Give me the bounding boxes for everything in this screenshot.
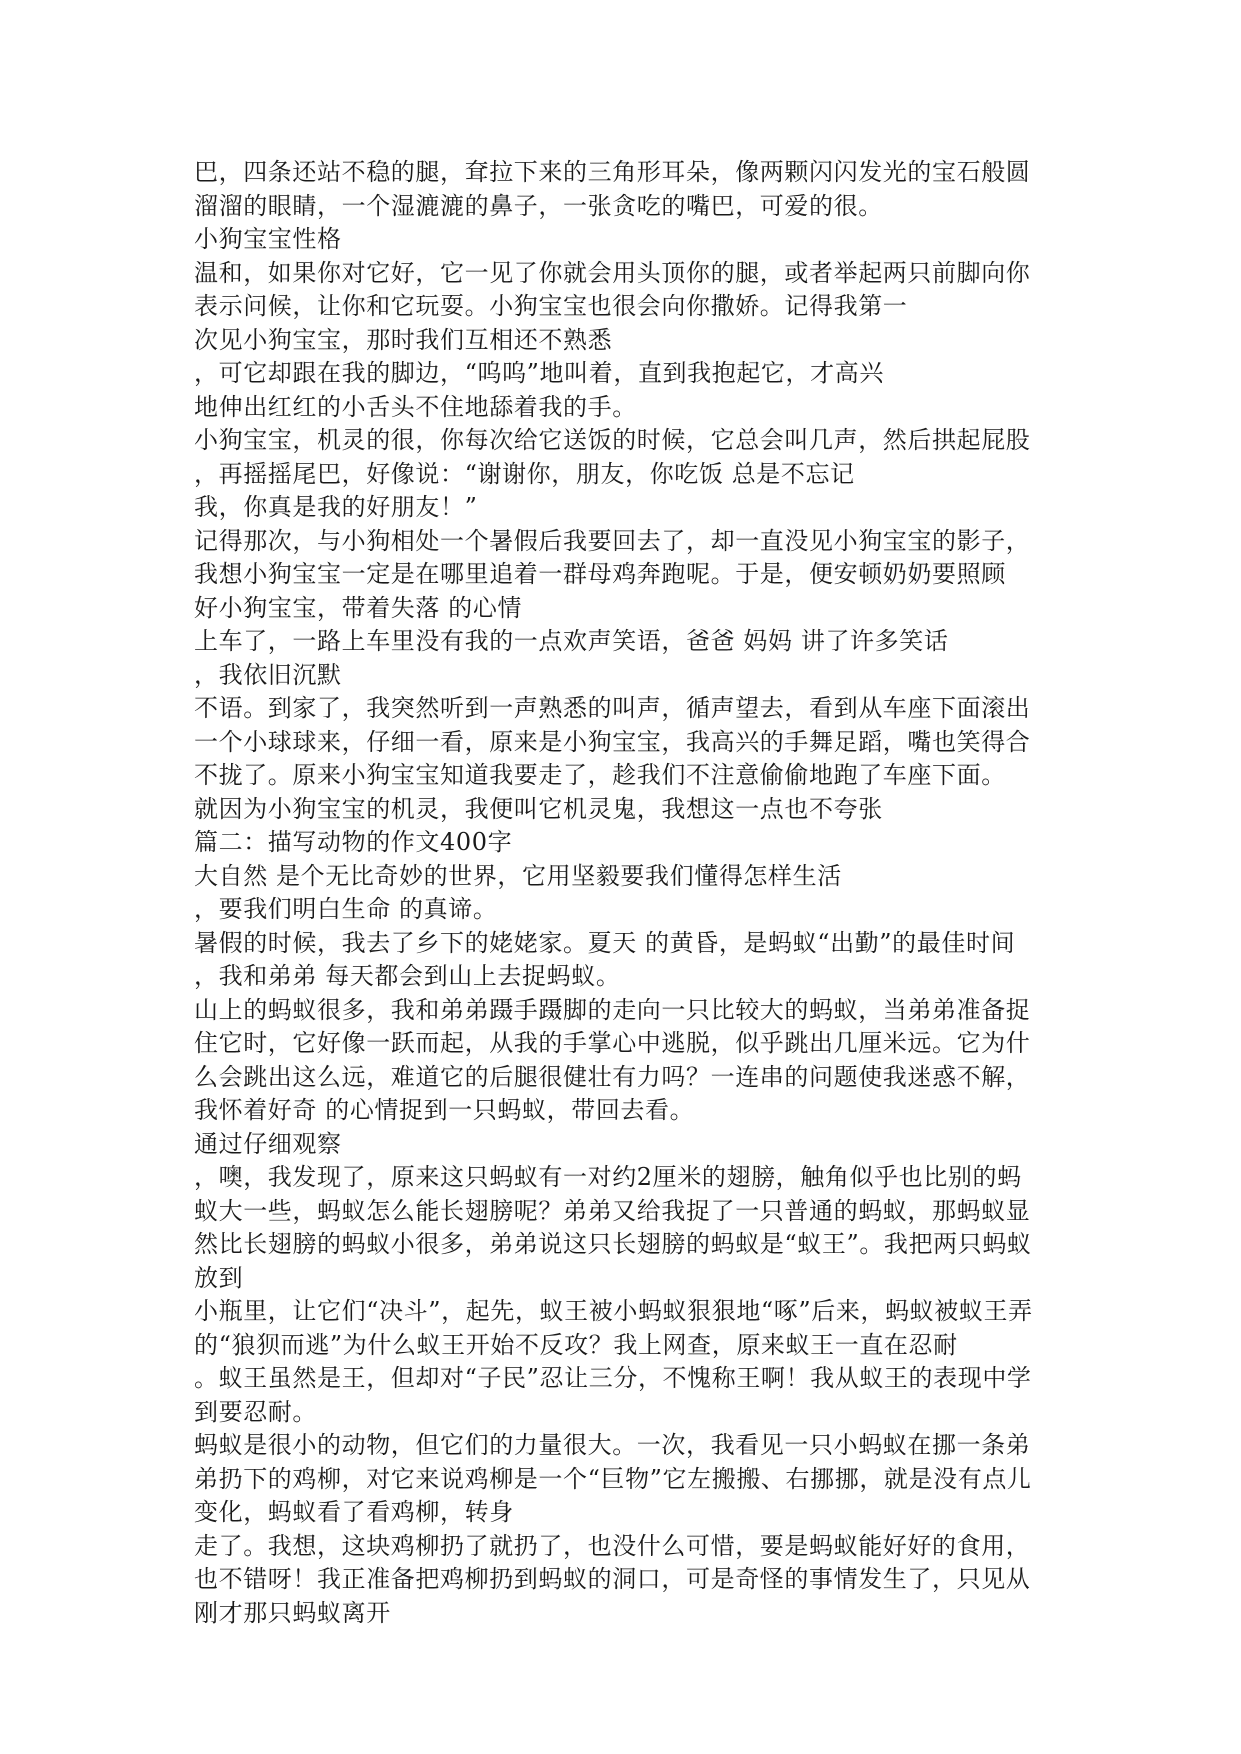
text-line: 刚才那只蚂蚁离开	[194, 1598, 391, 1627]
text-line: 好小狗宝宝，带着失落 的心情	[194, 593, 523, 622]
text-line: 就因为小狗宝宝的机灵，我便叫它机灵鬼，我想这一点也不夸张	[194, 794, 883, 823]
text-line: 表示问候，让你和它玩耍。小狗宝宝也很会向你撒娇。记得我第一	[194, 292, 908, 320]
text-line: 小瓶里，让它们“决斗”，起先，蚁王被小蚂蚁狠狠地“啄”后来，蚂蚁被蚁王弄	[194, 1297, 1033, 1325]
text-line: 次见小狗宝宝，那时我们互相还不熟悉	[194, 325, 613, 354]
text-line: 暑假的时候，我去了乡下的姥姥家。夏天 的黄昏，是蚂蚁“出勤”的最佳时间	[194, 928, 1016, 957]
text-line: 走了。我想，这块鸡柳扔了就扔了，也没什么可惜，要是蚂蚁能好好的食用，	[194, 1531, 1031, 1560]
text-line: ，再摇摇尾巴，好像说：“谢谢你，朋友，你吃饭 总是不忘记	[194, 459, 855, 488]
text-line: 溜溜的眼睛，一个湿漉漉的鼻子，一张贪吃的嘴巴，可爱的很。	[194, 191, 883, 220]
text-line: 住它时，它好像一跃而起，从我的手掌心中逃脱，似乎跳出几厘米远。它为什	[194, 1029, 1031, 1057]
text-line: 到要忍耐。	[194, 1397, 317, 1426]
text-line: 我怀着好奇 的心情捉到一只蚂蚁，带回去看。	[194, 1096, 695, 1124]
text-line: 山上的蚂蚁很多，我和弟弟蹑手蹑脚的走向一只比较大的蚂蚁，当弟弟准备捉	[194, 995, 1031, 1024]
text-line: 上车了，一路上车里没有我的一点欢声笑语，爸爸 妈妈 讲了许多笑话	[194, 627, 949, 655]
text-line: 不语。到家了，我突然听到一声熟悉的叫声，循声望去，看到从车座下面滚出	[194, 694, 1031, 722]
essay-body	[194, 156, 1074, 1630]
text-line: 蚂蚁是很小的动物，但它们的力量很大。一次，我看见一只小蚂蚁在挪一条弟	[194, 1431, 1031, 1459]
text-line: 变化，蚂蚁看了看鸡柳，转身	[194, 1498, 514, 1526]
text-line: 放到	[194, 1263, 244, 1292]
text-line: ，要我们明白生命 的真谛。	[194, 895, 498, 923]
text-line: 记得那次，与小狗相处一个暑假后我要回去了，却一直没见小狗宝宝的影子，	[194, 526, 1031, 555]
text-line: 大自然 是个无比奇妙的世界，它用坚毅要我们懂得怎样生活	[194, 861, 842, 890]
text-line: 我，你真是我的好朋友！”	[194, 493, 478, 521]
text-line: 温和，如果你对它好，它一见了你就会用头顶你的腿，或者举起两只前脚向你	[194, 258, 1031, 287]
section-heading: 篇二：描写动物的作文400字	[194, 828, 513, 856]
text-line: ，可它却跟在我的脚边，“呜呜”地叫着，直到我抱起它，才高兴	[194, 359, 884, 387]
text-line: 小狗宝宝，机灵的很，你每次给它送饭的时候，它总会叫几声，然后拱起屁股	[194, 426, 1031, 454]
text-line: 地伸出红红的小舌头不住地舔着我的手。	[194, 392, 637, 421]
text-line: ，我和弟弟 每天都会到山上去捉蚂蚁。	[194, 962, 621, 990]
text-line: 通过仔细观察	[194, 1129, 342, 1158]
text-line: 一个小球球来，仔细一看，原来是小狗宝宝，我高兴的手舞足蹈，嘴也笑得合	[194, 727, 1031, 756]
text-line: 也不错呀！我正准备把鸡柳扔到蚂蚁的洞口，可是奇怪的事情发生了，只见从	[194, 1565, 1031, 1593]
text-line: ，我依旧沉默	[194, 660, 342, 689]
text-line: 我想小狗宝宝一定是在哪里追着一群母鸡奔跑呢。于是，便安顿奶奶要照顾	[194, 560, 1006, 588]
text-line: 小狗宝宝性格	[194, 225, 342, 253]
text-line: 。蚁王虽然是王，但却对“子民”忍让三分，不愧称王啊！我从蚁王的表现中学	[194, 1364, 1032, 1392]
text-line: 巴，四条还站不稳的腿，耷拉下来的三角形耳朵，像两颗闪闪发光的宝石般圆	[194, 158, 1031, 186]
text-line: 的“狼狈而逃”为什么蚁王开始不反攻？我上网查，原来蚁王一直在忍耐	[194, 1330, 958, 1359]
text-line: 不拢了。原来小狗宝宝知道我要走了，趁我们不注意偷偷地跑了车座下面。	[194, 761, 1006, 789]
text-line: 弟扔下的鸡柳，对它来说鸡柳是一个“巨物”它左搬搬、右挪挪，就是没有点儿	[194, 1464, 1032, 1493]
text-line: 然比长翅膀的蚂蚁小很多，弟弟说这只长翅膀的蚂蚁是“蚁王”。我把两只蚂蚁	[194, 1230, 1032, 1258]
text-line: 蚁大一些，蚂蚁怎么能长翅膀呢？弟弟又给我捉了一只普通的蚂蚁，那蚂蚁显	[194, 1196, 1031, 1225]
text-line: 么会跳出这么远，难道它的后腿很健壮有力吗？一连串的问题使我迷惑不解，	[194, 1062, 1031, 1091]
text-line: ，噢，我发现了，原来这只蚂蚁有一对约2厘米的翅膀，触角似乎也比别的蚂	[194, 1163, 1022, 1191]
